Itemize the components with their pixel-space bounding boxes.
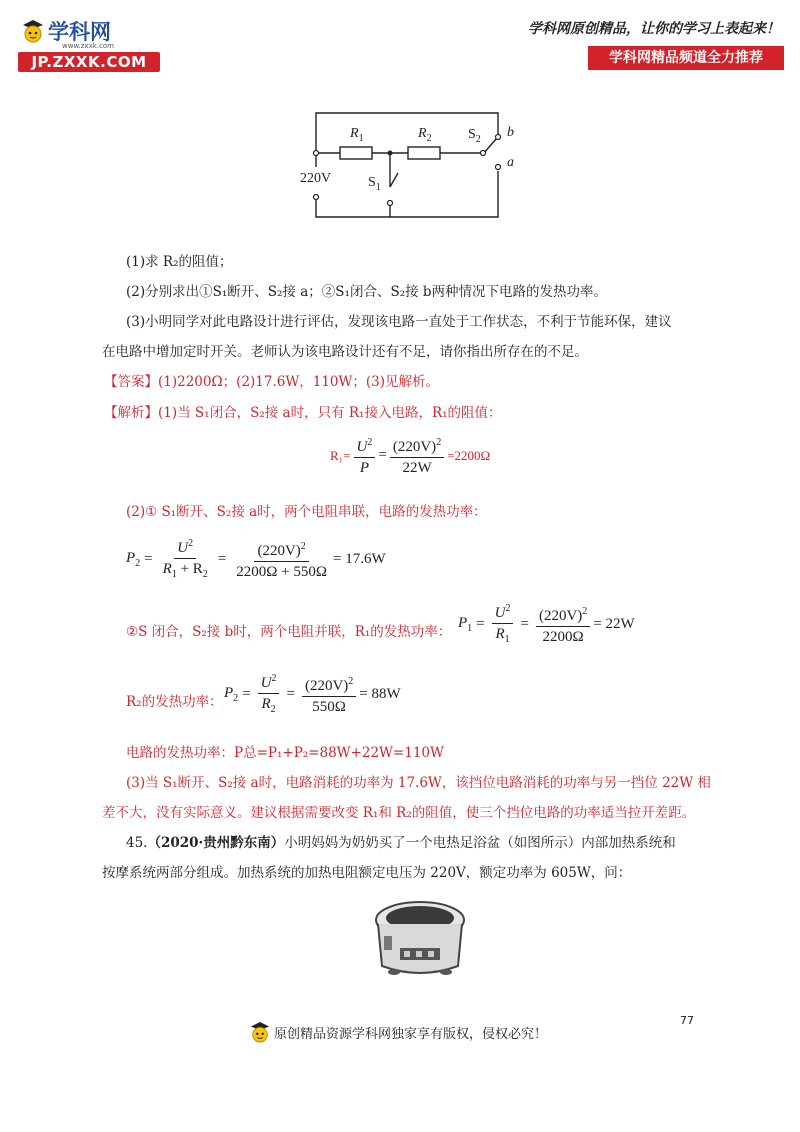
total-power-line: 电路的发热功率：P总=P₁+P₂=88W+22W=110W	[126, 745, 444, 761]
question-45-number: 45.	[126, 835, 148, 851]
answer-tag: 【答案】	[104, 374, 158, 390]
analysis	[104, 403, 502, 423]
part3-line2: 差不大，没有实际意义。建议根据需要改变 R₁和 R₂的阻值，使三个挡位电路的功率适当拉开差距。	[102, 805, 696, 821]
analysis-tag: 【解析】	[104, 405, 158, 421]
b-label: b	[507, 125, 514, 140]
logo-site: JP.ZXXK.COM	[18, 52, 160, 72]
question-45-line1	[126, 833, 676, 853]
question-1: (1)求 R₂的阻值；	[126, 254, 233, 270]
question-3-line2: 在电路中增加定时开关。老师认为该电路设计还有不足，请你指出所存在的不足。	[102, 344, 588, 360]
mascot-icon	[22, 18, 44, 44]
formula-3: $P_1$ = $\frac{U^2}{R_1}$ = $\frac{(220V)^2}{2200\Omega}$ = 22W	[458, 600, 635, 649]
formula-2: $P_2$ = $\frac{U^2}{R_1 + R_2}$ = $\frac{(220V)^2}{2200\Omega + 550\Omega}$ = 17.6W	[126, 535, 386, 584]
part2-intro: (2)① S₁断开、S₂接 a时，两个电阻串联，电路的发热功率：	[126, 504, 487, 520]
part3-line1: (3)当 S₁断开、S₂接 a时，电路消耗的功率为 17.6W，该挡位电路消耗的功率与另一挡位 22W 相	[126, 775, 711, 791]
question-45-line2: 按摩系统两部分组成。加热系统的加热电阻额定电压为 220V，额定功率为 605W，问：	[102, 865, 632, 881]
foot-bath-image	[370, 896, 470, 982]
formula-1: R₁= $\frac{U^2}{P}$ = $\frac{(220V)^2}{22W}$ =2200Ω	[330, 434, 490, 477]
logo-name: 学科网	[48, 20, 111, 44]
footer-text: 原创精品资源学科网独家享有版权，侵权必究！	[274, 1026, 548, 1042]
page-number: 77	[680, 1014, 694, 1027]
answer	[104, 372, 439, 392]
r2-label: $R_2$	[418, 126, 432, 144]
question-3-line1: (3)小明同学对此电路设计进行评估，发现该电路一直处于工作状态，不利于节能环保，建议	[126, 314, 672, 330]
header-banner: 学科网精品频道全力推荐	[588, 46, 784, 70]
part4-intro: R₂的发热功率：	[126, 694, 223, 710]
s2-label: $S_2$	[468, 127, 481, 145]
circuit-diagram	[300, 105, 530, 225]
footer	[250, 1020, 547, 1044]
answer-text: (1)2200Ω；(2)17.6W，110W；(3)见解析。	[158, 374, 439, 390]
formula-4: $P_2$ = $\frac{U^2}{R_2}$ = $\frac{(220V)^2}{550\Omega}$ = 88W	[224, 670, 401, 719]
voltage-label: 220V	[300, 171, 332, 186]
analysis-text: (1)当 S₁闭合，S₂接 a时，只有 R₁接入电路，R₁的阻值：	[158, 405, 502, 421]
part3-intro: ②S 闭合，S₂接 b时，两个电阻并联，R₁的发热功率：	[126, 624, 452, 640]
question-2: (2)分别求出①S₁断开、S₂接 a；②S₁闭合、S₂接 b两种情况下电路的发热功率。	[126, 284, 608, 300]
logo-url: www.zxxk.com	[62, 42, 114, 50]
question-45-source: （2020·贵州黔东南）	[147, 835, 285, 851]
s1-label: $S_1$	[368, 175, 381, 193]
question-45-text: 小明妈妈为奶奶买了一个电热足浴盆（如图所示）内部加热系统和	[284, 835, 676, 851]
header	[0, 0, 800, 80]
mascot-icon	[250, 1020, 270, 1044]
a-label: a	[507, 155, 514, 170]
header-slogan: 学科网原创精品，让你的学习上表起来！	[528, 21, 780, 37]
logo	[18, 14, 168, 74]
r1-label: $R_1$	[350, 126, 364, 144]
